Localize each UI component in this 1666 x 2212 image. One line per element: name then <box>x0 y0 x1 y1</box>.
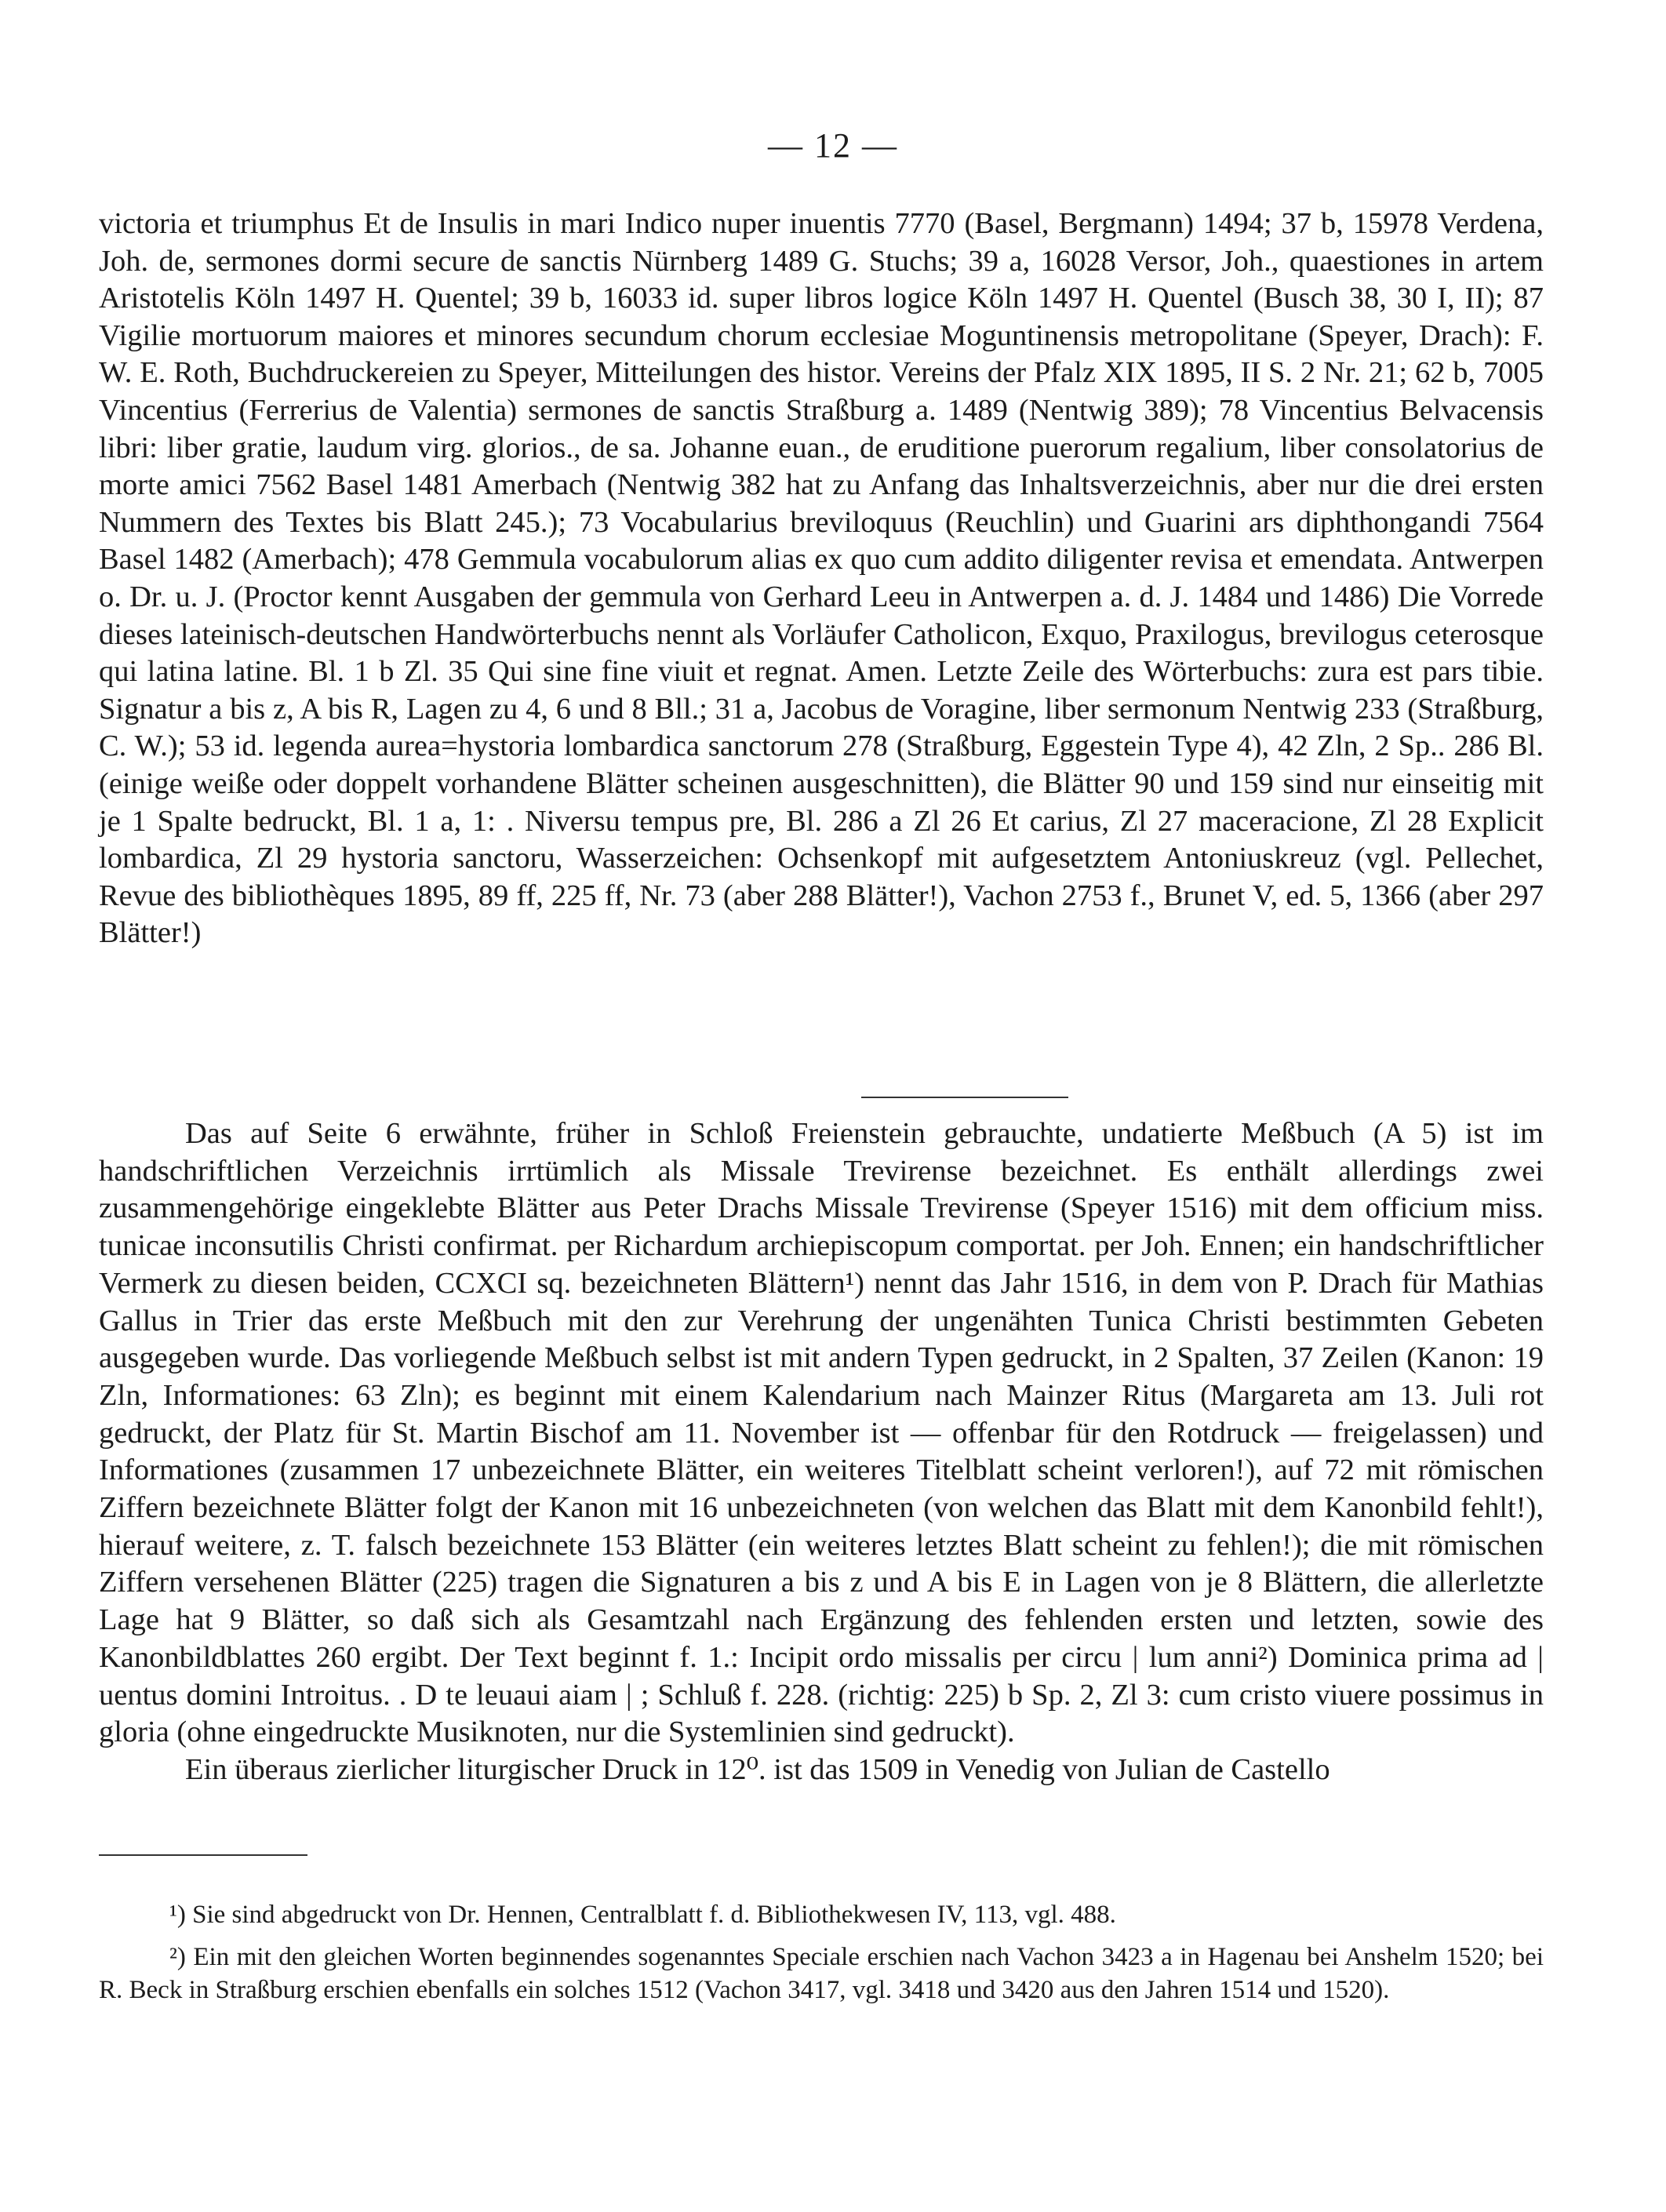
page-number: — 12 — <box>768 126 898 165</box>
paragraph-missale: Das auf Seite 6 erwähnte, früher in Schloß Freienstein gebrauchte, undatierte Meßbuch (A 5) ist im handschriftlichen Verzeichnis irrtümlich als Missale Trevirense bezeichnet. Es enthält allerdings zwei zusammengehörige eingeklebte Blätter aus Peter Drachs Missale Trevirense (Speyer 1516) mit dem officium miss. tunicae inconsutilis Christi confirmat. per Richardum archiepiscopum comportat. per Joh. Ennen; ein handschriftlicher Vermerk zu diesen beiden, CCXCI sq. bezeichneten Blättern¹) nennt das Jahr 1516, in dem von P. Drach für Mathias Gallus in Trier das erste Meßbuch mit den zur Verehrung der ungenähten Tunica Christi bestimmten Gebeten ausgegeben wurde. Das vorliegende Meßbuch selbst ist mit andern Typen gedruckt, in 2 Spalten, 37 Zeilen (Kanon: 19 Zln, Informationes: 63 Zln); es beginnt mit einem Kalendarium nach Mainzer Ritus (Margareta am 13. Juli rot gedruckt, der Platz für St. Martin Bischof am 11. November ist — offenbar für den Rotdruck — freigelassen) und Informationes (zusammen 17 unbezeichnete Blätter, ein weiteres Titelblatt scheint verloren!), auf 72 mit römischen Ziffern bezeichnete Blätter folgt der Kanon mit 16 unbezeichneten (von welchen das Blatt mit dem Kanonbild fehlt!), hierauf weitere, z. T. falsch bezeichnete 153 Blätter (ein weiteres letztes Blatt scheint zu fehlen!); die mit römischen Ziffern versehenen Blätter (225) tragen die Signaturen a bis z und A bis E in Lagen von je 8 Blättern, die allerletzte Lage hat 9 Blätter, so daß sich als Gesamtzahl nach Ergänzung des fehlenden ersten und letzten, sowie des Kanonbildblattes 260 ergibt. Der Text beginnt f. 1.: Incipit ordo missalis per circu | lum anni²) Dominica prima ad | uentus domini Introitus. . D te leuaui aiam | ; Schluß f. 228. (richtig: 225) b Sp. 2, Zl 3: cum cristo viuere possimus in gloria (ohne eingedruckte Musiknoten, nur die Systemlinien sind gedruckt). <box>99 1117 1544 1749</box>
main-text <box>99 1115 1544 1789</box>
footnotes <box>99 1898 1544 2006</box>
catalogue-entries <box>99 206 1544 952</box>
section-divider <box>861 1097 1068 1098</box>
paragraph-liturgical-print: Ein überaus zierlicher liturgischer Druck in 12⁰. ist das 1509 in Venedig von Julian de Castello <box>185 1752 1330 1786</box>
footnote-1: ¹) Sie sind abgedruckt von Dr. Hennen, Centralblatt f. d. Bibliothekwesen IV, 113, vgl. 488. <box>169 1901 1116 1929</box>
footnote-2: ²) Ein mit den gleichen Worten beginnendes sogenanntes Speciale erschien nach Vachon 3423 a in Hagenau bei Anshelm 1520; bei R. Beck in Straßburg erschien ebenfalls ein solches 1512 (Vachon 3417, vgl. 3418 und 3420 aus den Jahren 1514 und 1520). <box>99 1943 1544 2004</box>
catalogue-paragraph: victoria et triumphus Et de Insulis in mari Indico nuper inuentis 7770 (Basel, Bergmann) 1494; 37 b, 15978 Verdena, Joh. de, sermones dormi secure de sanctis Nürnberg 1489 G. Stuchs; 39 a, 16028 Versor, Joh., quaestiones in artem Aristotelis Köln 1497 H. Quentel; 39 b, 16033 id. super libros logice Köln 1497 H. Quentel (Busch 38, 30 I, II); 87 Vigilie mortuorum maiores et minores secundum chorum ecclesiae Moguntinensis metropolitane (Speyer, Drach): F. W. E. Roth, Buchdruckereien zu Speyer, Mitteilungen des histor. Vereins der Pfalz XIX 1895, II S. 2 Nr. 21; 62 b, 7005 Vincentius (Ferrerius de Valentia) sermones de sanctis Straßburg a. 1489 (Nentwig 389); 78 Vincentius Belvacensis libri: liber gratie, laudum virg. glorios., de sa. Johanne euan., de eruditione puerorum regalium, liber consolatorius de morte amici 7562 Basel 1481 Amerbach (Nentwig 382 hat zu Anfang das Inhaltsverzeichnis, aber nur die drei ersten Nummern des Textes bis Blatt 245.); 73 Vocabularius breviloquus (Reuchlin) und Guarini ars diphthongandi 7564 Basel 1482 (Amerbach); 478 Gemmula vocabulorum alias ex quo cum addito diligenter revisa et emendata. Antwerpen o. Dr. u. J. (Proctor kennt Ausgaben der gemmula von Gerhard Leeu in Antwerpen a. d. J. 1484 und 1486) Die Vorrede dieses lateinisch-deutschen Handwörterbuchs nennt als Vorläufer Catholicon, Exquo, Praxilogus, brevilogus ceterosque qui latina latine. Bl. 1 b Zl. 35 Qui sine fine viuit et regnat. Amen. Letzte Zeile des Wörterbuchs: zura est pars tibie. Signatur a bis z, A bis R, Lagen zu 4, 6 und 8 Bll.; 31 a, Jacobus de Voragine, liber sermonum Nentwig 233 (Straßburg, C. W.); 53 id. legenda aurea=hystoria lombardica sanctorum 278 (Straßburg, Eggestein Type 4), 42 Zln, 2 Sp.. 286 Bl. (einige weiße oder doppelt vorhandene Blätter scheinen ausgeschnitten), die Blätter 90 und 159 sind nur einseitig mit je 1 Spalte bedruckt, Bl. 1 a, 1: . Niversu tempus pre, Bl. 286 a Zl 26 Et carius, Zl 27 maceracione, Zl 28 Explicit lombardica, Zl 29 hystoria sanctoru, Wasserzeichen: Ochsenkopf mit aufgesetztem Antoniuskreuz (vgl. Pellechet, Revue des bibliothèques 1895, 89 ff, 225 ff, Nr. 73 (aber 288 Blätter!), Vachon 2753 f., Brunet V, ed. 5, 1366 (aber 297 Blätter!) <box>99 207 1544 950</box>
footnote-divider <box>99 1854 307 1856</box>
